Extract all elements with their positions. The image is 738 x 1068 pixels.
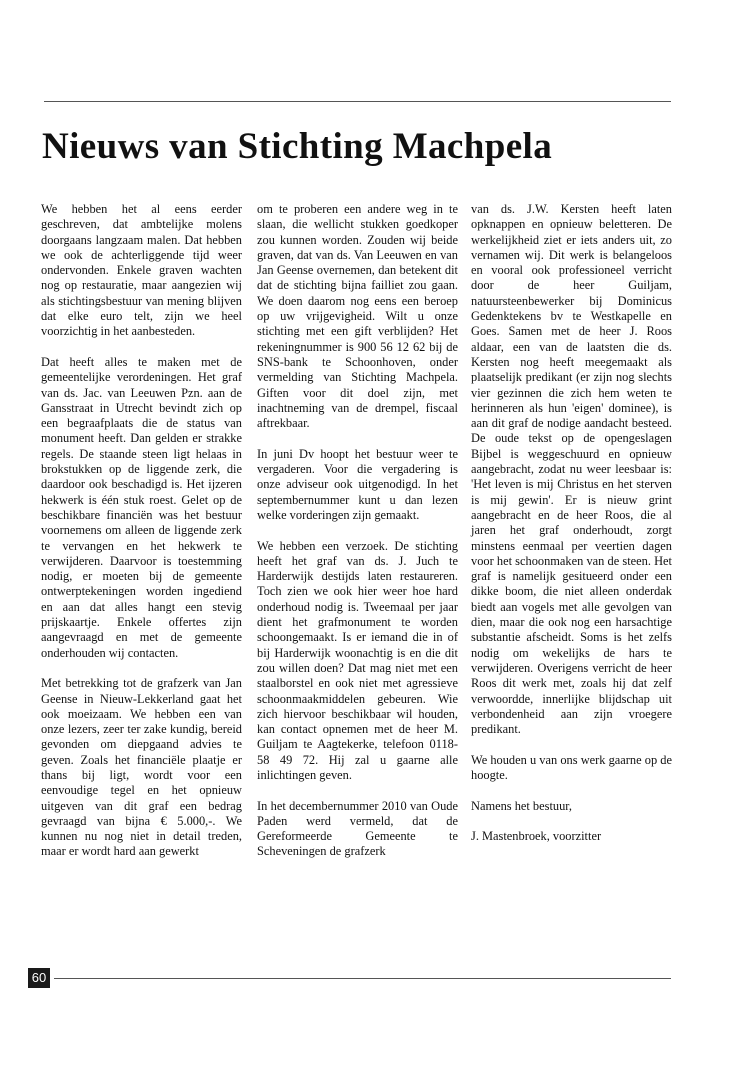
paragraph: om te proberen een andere weg in te slaan, die wellicht stukken goedkoper zou kunnen worden. Zouden wij beide graven, dat van ds. Van Leeuwen en van Jan Geense overnemen, dan betekent dit dat de stichting bijna failliet zou gaan. We doen daarom nog eens een beroep op uw vrijgevigheid. Wilt u onze stichting met een gift verblijden? Het rekeningnummer is 900 56 12 62 bij de SNS-bank te Schoonhoven, onder vermelding van Stichting Machpela. Giften voor dit doel zijn, met inachtneming van de drempel, fiscaal aftrekbaar.: [257, 202, 458, 431]
article-column-3: [471, 202, 672, 844]
footer-divider: [54, 978, 671, 979]
paragraph: van ds. J.W. Kersten heeft laten opknappen en opnieuw beletteren. De werkelijkheid ziet er iets anders uit, zo vernamen wij. Dit werk is belangeloos en vooral ook professioneel verricht door de heer Guiljam, natuursteenbewerker bij Dominicus Gedenktekens bv te Westkapelle en Goes. Samen met de heer J. Roos aldaar, een van de laatsten die ds. Kersten nog heeft meegemaakt als plaatselijk predikant (er zijn nog slechts vier gezinnen die zich hem weten te herinneren als hun 'eigen' dominee), is aan dit graf de nodige aandacht besteed. De oude tekst op de opengeslagen Bijbel is weggeschuurd en opnieuw aangebracht, zodat nu weer leesbaar is: 'Het leven is mij Christus en het sterven is mij gewin'. Er is nieuw grint aangebracht en de heer Roos, die al jaren het graf onderhoudt, zorgt minstens eenmaal per veertien dagen voor het schoonmaken van de steen. Het graf is namelijk gesitueerd onder een dikke boom, die niet alleen onderdak biedt aan vogels met alle gevolgen van dien, maar die ook nog een harsachtige substantie afscheidt. Soms is het zelfs nodig om wekelijks de hars te verwijderen. Overigens verricht de heer Roos dit werk met, zoals hij dat zelf verwoordde, innerlijke blijdschap uit verbondenheid aan zijn vroegere predikant.: [471, 202, 672, 737]
article-title: Nieuws van Stichting Machpela: [42, 126, 553, 167]
paragraph: We hebben het al eens eerder geschreven, dat ambtelijke molens doorgaans langzaam malen. Dat hebben we ook de achterliggende tijd weer ondervonden. Enkele graven wachten nog op restauratie, maar aangezien wij als stichtingsbestuur van mening blijven dat elke euro telt, zijn we heel voorzichtig in het aanbesteden.: [41, 202, 242, 339]
paragraph: In juni Dv hoopt het bestuur weer te vergaderen. Voor die vergadering is onze adviseur ook uitgenodigd. In het septembernummer kunt u dan lezen welke vorderingen zijn gemaakt.: [257, 446, 458, 522]
top-divider: [44, 101, 671, 102]
paragraph: In het decembernummer 2010 van Oude Paden werd vermeld, dat de Gereformeerde Gemeente te Scheveningen de grafzerk: [257, 798, 458, 859]
paragraph: We hebben een verzoek. De stichting heeft het graf van ds. J. Juch te Harderwijk destijds laten restaureren. Toch zien we ook hier weer hoe hard onderhoud nodig is. Tweemaal per jaar dient het grafmonument te worden schoongemaakt. Is er iemand die in of bij Harderwijk woonachtig is en die dit zou willen doen? Dat mag niet met een staalborstel en ook niet met agressieve schoonmaakmiddelen gebeuren. Wie zich hiervoor beschikbaar wil houden, kan contact opnemen met de heer M. Guiljam te Aagtekerke, telefoon 0118-58 49 72. Hij zal u gaarne alle inlichtingen geven.: [257, 538, 458, 782]
paragraph: We houden u van ons werk gaarne op de hoogte.: [471, 752, 672, 782]
article-body: [41, 202, 674, 942]
paragraph: Dat heeft alles te maken met de gemeentelijke verordeningen. Het graf van ds. Jac. van Leeuwen Pzn. aan de Gansstraat in Utrecht bevindt zich op een begraafplaats die de status van monument heeft. Dan gelden er strakke regels. De staande steen ligt helaas in brokstukken op de liggende zerk, die daardoor ook beschadigd is. Het ijzeren hekwerk is één stuk roest. Gelet op de beschikbare financiën was het bestuur voornemens om alleen de liggende zerk te vervangen en het hekwerk te verwijderen. Daarvoor is toestemming nodig, er moeten bij de gemeente ontwerptekeningen worden ingediend en aan dat alles hangt een stevig prijskaartje. Enkele offertes zijn aangevraagd en met de gemeente onderhouden wij contacten.: [41, 354, 242, 660]
article-column-2: [257, 202, 458, 860]
page-number: 60: [28, 968, 50, 988]
article-column-1: [41, 202, 242, 860]
signature-greeting: Namens het bestuur,: [471, 798, 573, 813]
paragraph: Met betrekking tot de grafzerk van Jan Geense in Nieuw-Lekkerland gaat het ook moeizaam. We hebben een van onze lezers, zeer ter zake kundig, bereid gevonden om diepgaand advies te geven. Zoals het financiële plaatje er thans bij ligt, wordt voor een eenvoudige tegel en het opnieuw uitgeven van dit graf een bedrag gevraagd van bijna € 5.000,-. We kunnen nu nog niet in detail treden, maar er wordt hard aan gewerkt: [41, 676, 242, 859]
signature-name: J. Mastenbroek, voorzitter: [471, 829, 602, 844]
